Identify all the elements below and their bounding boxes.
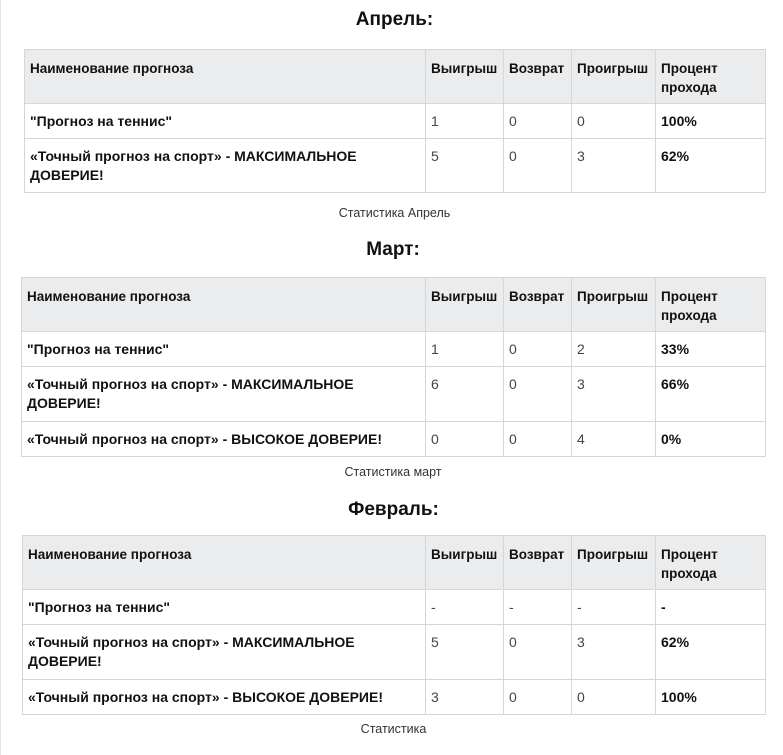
table-row [23,680,766,715]
forecast-name: «Точный прогноз на спорт» - МАКСИМАЛЬНОЕ ДОВЕРИЕ! [23,625,426,680]
returns-value: 0 [504,104,572,139]
losses-value: 0 [572,104,656,139]
table-caption: Статистика Апрель [338,206,451,220]
percent-value: 0% [656,422,766,457]
losses-value: 3 [572,367,656,422]
column-header-name: Наименование прогноза [23,536,426,590]
percent-value: 66% [656,367,766,422]
losses-value: 4 [572,422,656,457]
returns-value: 0 [504,422,572,457]
returns-value: 0 [504,680,572,715]
stats-table [21,277,766,457]
wins-value: 6 [426,367,504,422]
section-february [22,489,765,755]
section-heading: Февраль: [348,499,439,520]
wins-value: 5 [426,139,504,193]
forecast-name: "Прогноз на теннис" [23,590,426,625]
column-header-losses: Проигрыш [572,50,656,104]
column-header-wins: Выигрыш [426,536,504,590]
column-header-percent: Процент прохода [656,278,766,332]
stats-table [24,49,766,193]
table-caption: Статистика март [344,465,442,479]
forecast-name: "Прогноз на теннис" [25,104,426,139]
column-header-losses: Проигрыш [572,278,656,332]
returns-value: 0 [504,332,572,367]
percent-value: - [656,590,766,625]
column-header-returns: Возврат [504,278,572,332]
table-header-row [25,50,766,104]
returns-value: - [504,590,572,625]
column-header-name: Наименование прогноза [22,278,426,332]
losses-value: - [572,590,656,625]
table-row [22,367,766,422]
percent-value: 62% [656,139,766,193]
table-row [23,590,766,625]
wins-value: - [426,590,504,625]
forecast-name: «Точный прогноз на спорт» - МАКСИМАЛЬНОЕ ДОВЕРИЕ! [22,367,426,422]
section-heading: Апрель: [355,9,434,30]
table-row [22,422,766,457]
table-header-row [23,536,766,590]
losses-value: 3 [572,625,656,680]
returns-value: 0 [504,625,572,680]
forecast-name: "Прогноз на теннис" [22,332,426,367]
table-row [22,332,766,367]
forecast-name: «Точный прогноз на спорт» - ВЫСОКОЕ ДОВЕРИЕ! [23,680,426,715]
wins-value: 1 [426,104,504,139]
losses-value: 0 [572,680,656,715]
percent-value: 33% [656,332,766,367]
column-header-name: Наименование прогноза [25,50,426,104]
losses-value: 3 [572,139,656,193]
wins-value: 3 [426,680,504,715]
table-header-row [22,278,766,332]
percent-value: 100% [656,680,766,715]
column-header-wins: Выигрыш [426,50,504,104]
column-header-losses: Проигрыш [572,536,656,590]
table-row [25,139,766,193]
column-header-returns: Возврат [504,536,572,590]
page-left-border [0,0,1,755]
table-row [23,625,766,680]
percent-value: 62% [656,625,766,680]
returns-value: 0 [504,139,572,193]
section-march [21,229,765,481]
column-header-wins: Выигрыш [426,278,504,332]
stats-table [22,535,766,715]
losses-value: 2 [572,332,656,367]
section-heading: Март: [366,239,420,260]
column-header-percent: Процент прохода [656,50,766,104]
column-header-percent: Процент прохода [656,536,766,590]
forecast-name: «Точный прогноз на спорт» - ВЫСОКОЕ ДОВЕРИЕ! [22,422,426,457]
forecast-name: «Точный прогноз на спорт» - МАКСИМАЛЬНОЕ ДОВЕРИЕ! [25,139,426,193]
percent-value: 100% [656,104,766,139]
wins-value: 5 [426,625,504,680]
returns-value: 0 [504,367,572,422]
table-row [25,104,766,139]
column-header-returns: Возврат [504,50,572,104]
table-caption: Статистика [360,722,427,736]
wins-value: 0 [426,422,504,457]
wins-value: 1 [426,332,504,367]
section-april [24,0,765,225]
